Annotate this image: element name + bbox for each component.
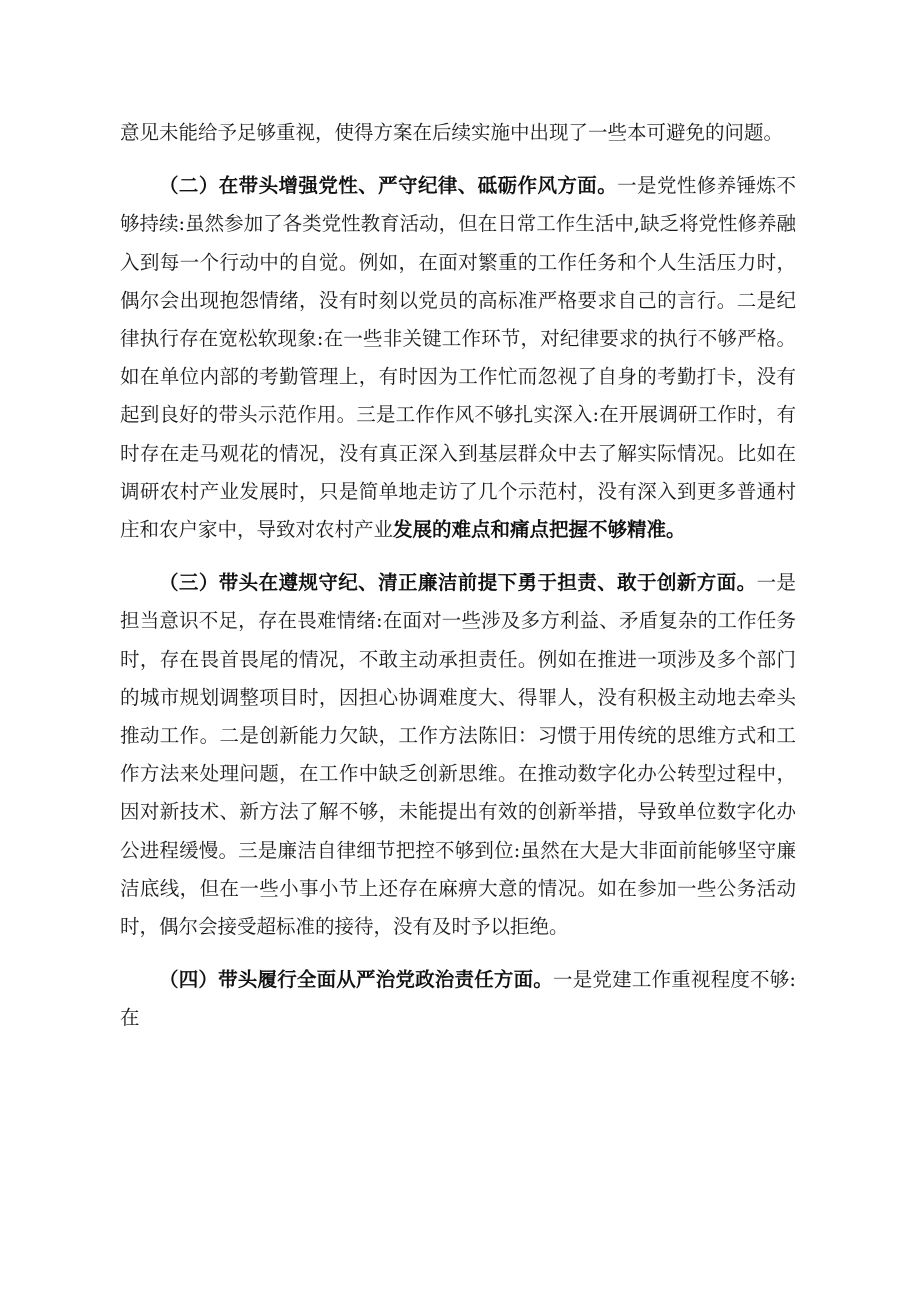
section-heading-3: （三）带头在遵规守纪、清正廉洁前提下勇于担责、敢于创新方面。	[159, 571, 757, 595]
paragraph-1	[120, 114, 796, 152]
paragraph-4-text: 一是党建工作重视程度不够:在	[120, 968, 796, 1030]
paragraph-3-text: 一是担当意识不足，存在畏难情绪:在面对一些涉及多方利益、矛盾复杂的工作任务时，存在畏首畏尾的情况，不敢主动承担责任。例如在推进一项涉及多个部门的城市规划调整项目时，因担心协调难度大、得罪人，没有积极主动地去牵头推动工作。二是创新能力欠缺，工作方法陈旧：习惯于用传统的思维方式和工作方法来处理问题，在工作中缺乏创新思维。在推动数字化办公转型过程中，因对新技术、新方法了解不够，未能提出有效的创新举措，导致单位数字化办公进程缓慢。三是廉洁自律细节把控不够到位:虽然在大是大非面前能够坚守廉洁底线，但在一些小事小节上还存在麻痹大意的情况。如在参加一些公务活动时，偶尔会接受超标准的接待，没有及时予以拒绝。	[120, 571, 796, 939]
paragraph-3	[120, 564, 796, 946]
paragraph-1-text: 意见未能给予足够重视，使得方案在后续实施中出现了一些本可避免的问题。	[120, 121, 784, 144]
paragraph-4	[120, 961, 796, 1037]
section-heading-4: （四）带头履行全面从严治党政治责任方面。	[159, 968, 554, 992]
paragraph-2-bold-tail: 发展的难点和痛点把握不够精准。	[393, 518, 686, 542]
section-heading-2: （二）在带头增强党性、严守纪律、砥砺作风方面。	[159, 174, 618, 198]
paragraph-2-text: 一是党性修养锤炼不够持续:虽然参加了各类党性教育活动，但在日常工作生活中,缺乏将党性修养融入到每一个行动中的自觉。例如，在面对繁重的工作任务和个人生活压力时，偶尔会出现抱怨情绪，没有时刻以党员的高标准严格要求自己的言行。二是纪律执行存在宽松软现象:在一些非关键工作环节，对纪律要求的执行不够严格。如在单位内部的考勤管理上，有时因为工作忙而忽视了自身的考勤打卡，没有起到良好的带头示范作用。三是工作作风不够扎实深入:在开展调研工作时，有时存在走马观花的情况，没有真正深入到基层群众中去了解实际情况。比如在调研农村产业发展时，只是简单地走访了几个示范村，没有深入到更多普通村庄和农户家中，导致对农村产业	[120, 174, 796, 542]
paragraph-2	[120, 167, 796, 549]
document-body	[120, 114, 796, 1053]
